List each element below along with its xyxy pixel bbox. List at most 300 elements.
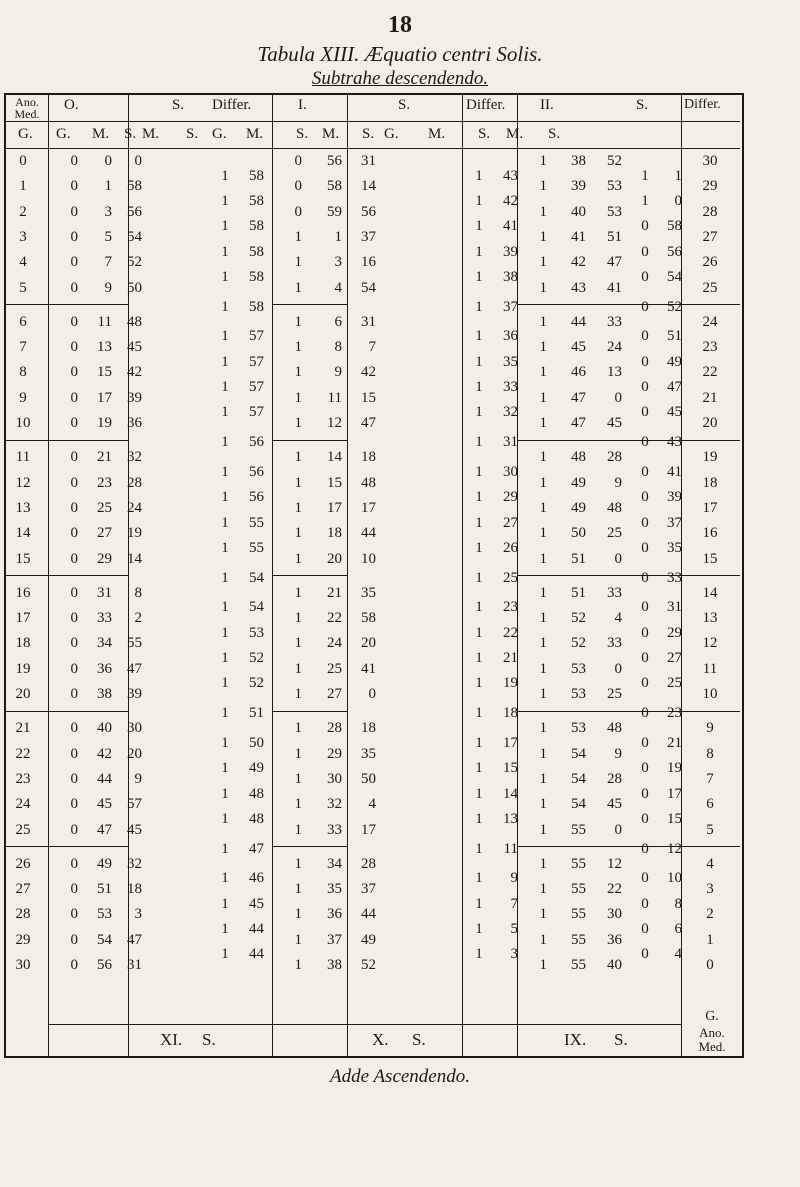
sign0-value: 0 [70, 228, 78, 245]
sign0-value: 0 [70, 686, 78, 702]
diff2-value: 22 [503, 624, 518, 641]
sign1-value: 4 [334, 279, 342, 296]
diff2-value: 1 [475, 167, 483, 184]
degree-right: 8 [706, 745, 714, 762]
sign1-value: 1 [294, 686, 302, 702]
sign1-value: 56 [327, 153, 342, 169]
degree-left: 11 [15, 449, 31, 466]
diff2-value: 1 [475, 705, 483, 722]
degree-right: 23 [702, 339, 718, 356]
sign0-value: 0 [70, 339, 78, 356]
degree-left: 18 [15, 635, 31, 652]
sign0-value: 0 [70, 499, 78, 516]
degree-left: 6 [19, 313, 27, 330]
sign1-value: 17 [361, 821, 376, 838]
sign1-value: 17 [361, 499, 376, 516]
diff2-value: 13 [503, 810, 518, 827]
diff3-value: 19 [667, 760, 682, 777]
diff1-value: 56 [249, 434, 264, 451]
sign0-value: 42 [127, 364, 142, 381]
degree-left: 28 [15, 906, 31, 923]
diff3-value: 45 [667, 404, 682, 421]
degree-left: 2 [19, 203, 27, 220]
sign1-value: 25 [327, 660, 342, 677]
sign1-value: 1 [294, 364, 302, 381]
diff2-value: 1 [475, 946, 483, 963]
sign1-value: 58 [361, 610, 376, 627]
sign0-value: 0 [70, 610, 78, 627]
sign0-value: 40 [97, 720, 112, 737]
diff2-value: 1 [475, 810, 483, 827]
sign0-value: 0 [70, 796, 78, 813]
group-rule [4, 846, 48, 847]
degree-left: 3 [19, 228, 27, 245]
diff3-value: 51 [667, 328, 682, 345]
degree-left: 25 [15, 821, 31, 838]
degree-right: 7 [706, 770, 714, 787]
degree-left: 8 [19, 364, 27, 381]
degree-left: 23 [15, 770, 31, 787]
sign2-value: 1 [539, 821, 547, 838]
diff2-value: 32 [503, 404, 518, 421]
sign2-value: 1 [539, 855, 547, 872]
diff3-value: 33 [667, 569, 682, 586]
sign0-value: 45 [97, 796, 112, 813]
diff1-value: 1 [221, 434, 229, 451]
header-ano-med: Ano. Med. [14, 95, 40, 121]
sign1-value: 59 [327, 203, 342, 220]
sign2-value: 40 [607, 957, 622, 973]
diff3-value: 1 [641, 192, 649, 209]
unit-m: M. [506, 126, 524, 142]
sign2-value: 55 [571, 855, 586, 872]
diff2-value: 18 [503, 705, 518, 722]
diff2-value: 1 [475, 599, 483, 616]
sign0-value: 0 [70, 855, 78, 872]
sign0-value: 32 [127, 855, 142, 872]
diff1-value: 44 [249, 921, 264, 938]
sign0-value: 56 [127, 203, 142, 220]
sign1-value: 30 [327, 770, 342, 787]
diff3-value: 0 [674, 192, 682, 209]
sign2-value: 47 [571, 415, 586, 431]
sign0-value: 0 [70, 881, 78, 898]
sign1-value: 52 [361, 957, 376, 973]
diff2-value: 17 [503, 734, 518, 751]
degree-right: 16 [702, 525, 718, 542]
diff3-value: 0 [641, 870, 649, 887]
unit-g: G. [212, 126, 227, 142]
sign0-value: 58 [127, 178, 142, 195]
degree-left: 17 [15, 610, 31, 627]
diff2-value: 1 [475, 379, 483, 396]
diff1-value: 1 [221, 785, 229, 802]
header-rule [4, 148, 740, 149]
diff3-value: 31 [667, 599, 682, 616]
header-rule [4, 121, 740, 122]
sign2-value: 22 [607, 881, 622, 898]
sign0-value: 52 [127, 254, 142, 271]
diff1-value: 1 [221, 705, 229, 722]
sign1-value: 1 [294, 821, 302, 838]
sign2-value: 54 [571, 796, 586, 813]
sign1-value: 18 [361, 449, 376, 466]
diff2-value: 1 [475, 650, 483, 667]
diff3-value: 0 [641, 218, 649, 235]
sign2-value: 47 [571, 389, 586, 406]
diff1-value: 1 [221, 760, 229, 777]
diff2-value: 1 [475, 895, 483, 912]
diff1-value: 45 [249, 895, 264, 912]
sign2-value: 4 [614, 610, 622, 627]
sign0-value: 0 [70, 720, 78, 737]
sign1-value: 29 [327, 745, 342, 762]
degree-left: 7 [19, 339, 27, 356]
sign1-value: 0 [294, 203, 302, 220]
diff1-value: 57 [249, 379, 264, 396]
diff3-value: 0 [641, 624, 649, 641]
sign1-value: 49 [361, 931, 376, 948]
diff1-value: 57 [249, 328, 264, 345]
diff3-value: 0 [641, 539, 649, 556]
group-rule [4, 575, 48, 576]
sign0-value: 51 [97, 881, 112, 898]
diff1-value: 57 [249, 353, 264, 370]
diff2-value: 1 [475, 434, 483, 451]
sign2-value: 50 [571, 525, 586, 542]
sign1-value: 14 [361, 178, 376, 195]
group-rule [681, 304, 740, 305]
sign1-value: 0 [294, 178, 302, 195]
sign0-value: 0 [70, 153, 78, 169]
sign0-value: 0 [70, 178, 78, 195]
degree-left: 29 [15, 931, 31, 948]
diff1-value: 1 [221, 921, 229, 938]
degree-right: 18 [702, 474, 718, 491]
diff2-value: 1 [475, 870, 483, 887]
diff3-value: 29 [667, 624, 682, 641]
sign1-value: 7 [368, 339, 376, 356]
degree-right: 1 [706, 931, 714, 948]
diff1-value: 1 [221, 243, 229, 260]
sign1-value: 1 [294, 313, 302, 330]
sign2-value: 53 [571, 660, 586, 677]
degree-left: 13 [15, 499, 31, 516]
sign1-value: 37 [327, 931, 342, 948]
sign0-value: 0 [70, 745, 78, 762]
sign2-value: 0 [614, 389, 622, 406]
sign2-value: 25 [607, 686, 622, 702]
diff1-value: 51 [249, 705, 264, 722]
sign1-value: 1 [294, 499, 302, 516]
sign2-value: 1 [539, 449, 547, 466]
sign0-value: 13 [97, 339, 112, 356]
sign2-value: 41 [607, 279, 622, 296]
diff2-value: 3 [510, 946, 518, 963]
sign1-value: 1 [294, 931, 302, 948]
sign2-value: 55 [571, 821, 586, 838]
page-number: 18 [388, 12, 412, 38]
sign0-value: 0 [70, 313, 78, 330]
sign0-value: 0 [70, 660, 78, 677]
diff3-value: 49 [667, 353, 682, 370]
sign2-value: 54 [571, 745, 586, 762]
diff2-value: 31 [503, 434, 518, 451]
sign0-value: 0 [70, 474, 78, 491]
header-sign0: O. [64, 97, 79, 113]
sign1-value: 1 [294, 339, 302, 356]
diff2-value: 1 [475, 328, 483, 345]
diff3-value: 0 [641, 895, 649, 912]
sign0-value: 42 [97, 745, 112, 762]
sign0-value: 0 [70, 364, 78, 381]
sign2-value: 1 [539, 686, 547, 702]
sign1-value: 20 [327, 550, 342, 567]
sign2-value: 40 [571, 203, 586, 220]
sign0-value: 0 [70, 279, 78, 296]
sign2-value: 9 [614, 474, 622, 491]
diff2-value: 35 [503, 353, 518, 370]
group-rule [48, 575, 128, 576]
diff3-value: 0 [641, 810, 649, 827]
diff1-value: 50 [249, 734, 264, 751]
col-divider [462, 93, 463, 1056]
sign2-value: 30 [607, 906, 622, 923]
diff3-value: 0 [641, 434, 649, 451]
sign1-value: 1 [294, 635, 302, 652]
sign2-value: 41 [571, 228, 586, 245]
sign2-value: 1 [539, 254, 547, 271]
sign0-value: 0 [70, 821, 78, 838]
sign1-value: 1 [294, 610, 302, 627]
sign0-value: 0 [70, 550, 78, 567]
sign2-value: 25 [607, 525, 622, 542]
sign2-value: 1 [539, 610, 547, 627]
header-sign0-s: S. [172, 97, 185, 113]
diff3-value: 54 [667, 268, 682, 285]
sign0-value: 19 [97, 415, 112, 431]
sign2-value: 55 [571, 906, 586, 923]
sign2-value: 45 [571, 339, 586, 356]
diff2-value: 7 [510, 895, 518, 912]
diff2-value: 5 [510, 921, 518, 938]
degree-right: 9 [706, 720, 714, 737]
degree-left: 21 [15, 720, 31, 737]
sign2-value: 51 [571, 550, 586, 567]
sign2-value: 51 [607, 228, 622, 245]
sign0-value: 36 [127, 415, 142, 431]
group-rule [48, 440, 128, 441]
sign0-value: 53 [97, 906, 112, 923]
sign2-value: 45 [607, 796, 622, 813]
diff2-value: 1 [475, 353, 483, 370]
diff1-value: 56 [249, 463, 264, 480]
group-rule [272, 711, 347, 712]
diff3-value: 10 [667, 870, 682, 887]
unit-m: M. [428, 126, 446, 142]
unit-s: S. [478, 126, 491, 142]
sign1-value: 10 [361, 550, 376, 567]
sign0-value: 56 [97, 957, 112, 973]
sign1-value: 35 [327, 881, 342, 898]
sign1-value: 1 [294, 449, 302, 466]
diff2-value: 14 [503, 785, 518, 802]
sign2-value: 1 [539, 178, 547, 195]
sign2-value: 1 [539, 364, 547, 381]
sign2-value: 1 [539, 881, 547, 898]
sign2-value: 13 [607, 364, 622, 381]
degree-right: 0 [706, 957, 714, 973]
unit-g: G. [384, 126, 399, 142]
diff2-value: 33 [503, 379, 518, 396]
diff2-value: 11 [503, 840, 518, 857]
diff3-value: 0 [641, 514, 649, 531]
sign2-value: 1 [539, 474, 547, 491]
diff1-value: 58 [249, 268, 264, 285]
diff3-value: 0 [641, 599, 649, 616]
unit-g: G. [56, 126, 71, 142]
diff2-value: 1 [475, 463, 483, 480]
sign0-value: 0 [70, 584, 78, 601]
sign1-value: 1 [294, 906, 302, 923]
bottom-sign1-s: S. [412, 1030, 426, 1049]
diff3-value: 0 [641, 840, 649, 857]
sign0-value: 20 [127, 745, 142, 762]
diff3-value: 37 [667, 514, 682, 531]
sign1-value: 1 [294, 660, 302, 677]
degree-right: 12 [702, 635, 718, 652]
diff1-value: 55 [249, 514, 264, 531]
diff3-value: 0 [641, 463, 649, 480]
sign0-value: 0 [70, 957, 78, 973]
sign0-value: 0 [70, 635, 78, 652]
diff1-value: 52 [249, 650, 264, 667]
diff3-value: 0 [641, 328, 649, 345]
sign2-value: 48 [607, 720, 622, 737]
sign0-value: 39 [127, 686, 142, 702]
diff1-value: 1 [221, 569, 229, 586]
diff3-value: 0 [641, 489, 649, 506]
sign2-value: 33 [607, 313, 622, 330]
sign2-value: 51 [571, 584, 586, 601]
header-sign1-s: S. [398, 97, 411, 113]
diff1-value: 1 [221, 404, 229, 421]
degree-left: 0 [19, 153, 27, 169]
degree-left: 10 [15, 415, 31, 431]
sign2-value: 1 [539, 339, 547, 356]
sign0-value: 57 [127, 796, 142, 813]
sign1-value: 31 [361, 153, 376, 169]
degree-right: 28 [702, 203, 718, 220]
sign1-value: 1 [294, 720, 302, 737]
group-rule [681, 846, 740, 847]
sign2-value: 49 [571, 499, 586, 516]
degree-right: 15 [702, 550, 718, 567]
sign1-value: 0 [294, 153, 302, 169]
sign2-value: 39 [571, 178, 586, 195]
sign0-value: 31 [127, 957, 142, 973]
right-ano-label: Ano. [699, 1025, 725, 1040]
sign2-value: 55 [571, 957, 586, 973]
diff2-value: 1 [475, 569, 483, 586]
sign0-value: 0 [70, 449, 78, 466]
diff1-value: 1 [221, 463, 229, 480]
diff2-value: 42 [503, 192, 518, 209]
sign0-value: 27 [97, 525, 112, 542]
sign2-value: 53 [607, 178, 622, 195]
sign0-value: 24 [127, 499, 142, 516]
sign0-value: 18 [127, 881, 142, 898]
diff3-value: 35 [667, 539, 682, 556]
sign0-value: 2 [134, 610, 142, 627]
sign1-value: 50 [361, 770, 376, 787]
sign2-value: 1 [539, 660, 547, 677]
col-divider [347, 93, 348, 1056]
group-rule [4, 440, 48, 441]
diff2-value: 1 [475, 192, 483, 209]
group-rule [681, 575, 740, 576]
sign1-value: 18 [327, 525, 342, 542]
unit-g: G. [18, 126, 33, 142]
sign0-value: 9 [104, 279, 112, 296]
diff1-value: 54 [249, 569, 264, 586]
degree-right: 11 [702, 660, 718, 677]
sign2-value: 1 [539, 931, 547, 948]
sign1-value: 8 [334, 339, 342, 356]
unit-s: S. [362, 126, 375, 142]
sign2-value: 28 [607, 449, 622, 466]
bottom-sign0-s: S. [202, 1030, 216, 1049]
diff2-value: 41 [503, 218, 518, 235]
sign2-value: 1 [539, 203, 547, 220]
footer-note: Adde Ascendendo. [330, 1066, 470, 1087]
sign1-value: 20 [361, 635, 376, 652]
diff2-value: 27 [503, 514, 518, 531]
sign2-value: 45 [607, 415, 622, 431]
diff3-value: 58 [667, 218, 682, 235]
diff1-value: 58 [249, 192, 264, 209]
sign0-value: 36 [97, 660, 112, 677]
degree-right: 22 [702, 364, 718, 381]
sign1-value: 1 [294, 550, 302, 567]
diff3-value: 0 [641, 298, 649, 315]
sign1-value: 6 [334, 313, 342, 330]
sign0-value: 39 [127, 389, 142, 406]
group-rule [272, 846, 347, 847]
degree-left: 22 [15, 745, 31, 762]
sign2-value: 33 [607, 635, 622, 652]
sign2-value: 1 [539, 770, 547, 787]
sign2-value: 52 [571, 635, 586, 652]
sign2-value: 46 [571, 364, 586, 381]
sign1-value: 31 [361, 313, 376, 330]
sign0-value: 0 [70, 931, 78, 948]
diff1-value: 1 [221, 946, 229, 963]
sign2-value: 53 [571, 686, 586, 702]
sign1-value: 1 [294, 228, 302, 245]
diff3-value: 43 [667, 434, 682, 451]
sign2-value: 12 [607, 855, 622, 872]
degree-right: 5 [706, 821, 714, 838]
diff2-value: 38 [503, 268, 518, 285]
degree-right: 4 [706, 855, 714, 872]
diff2-value: 1 [475, 268, 483, 285]
degree-left: 1 [19, 178, 27, 195]
sign1-value: 18 [361, 720, 376, 737]
diff1-value: 1 [221, 599, 229, 616]
sign1-value: 1 [294, 389, 302, 406]
diff1-value: 55 [249, 539, 264, 556]
